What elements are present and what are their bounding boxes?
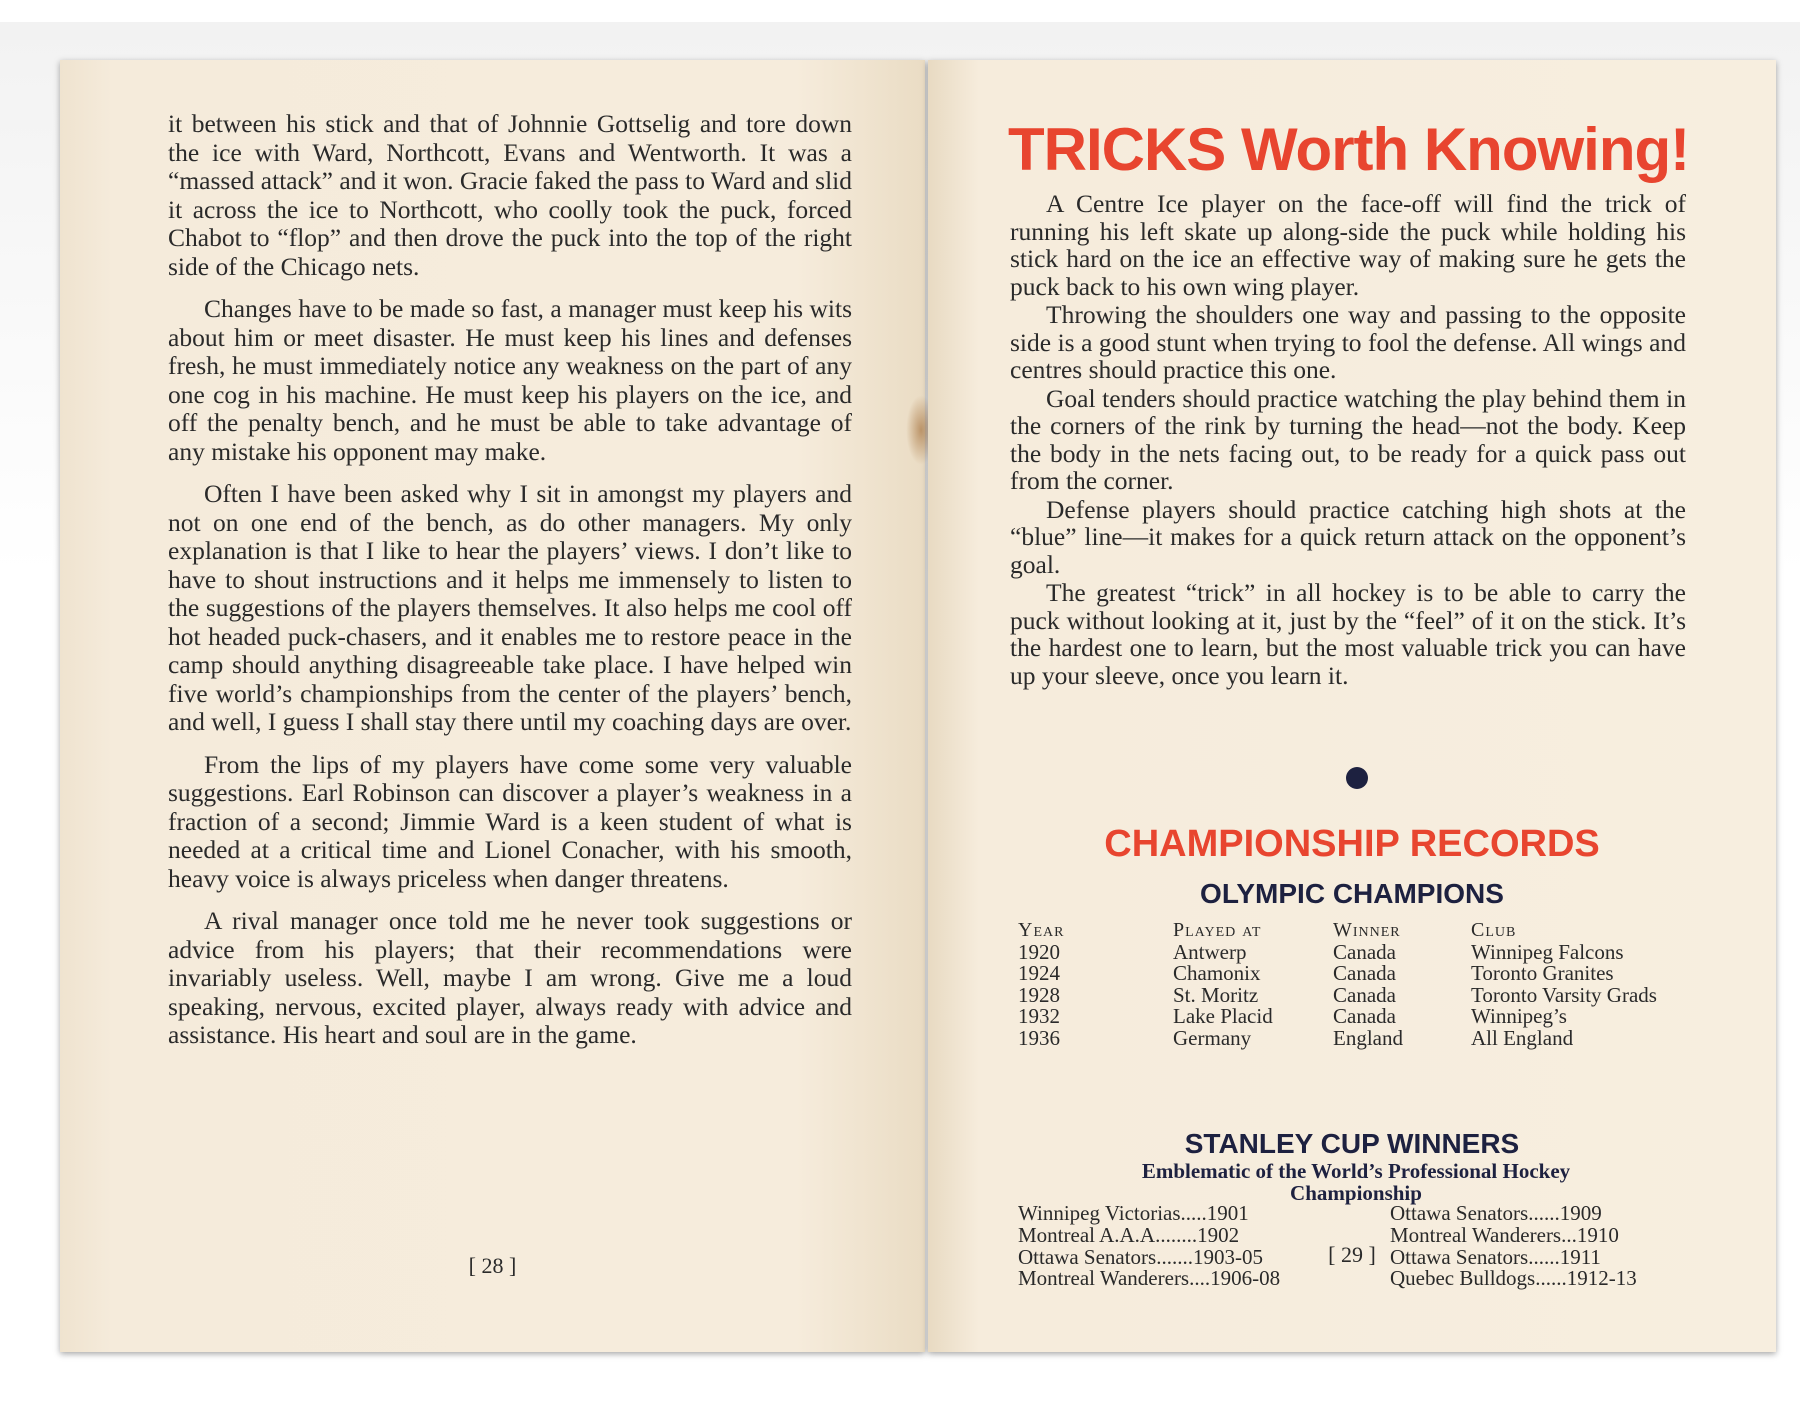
paragraph: A rival manager once told me he never took suggestions or advice from his players; that their recommendations were invariably useless. Well, maybe I am wrong. Give me a loud speaking, nervous, excited player, always ready with advice and assistance. His heart and soul are in the game. (168, 906, 852, 1049)
subtitle-line: Emblematic of the World’s Professional Hockey (1141, 1159, 1571, 1183)
list-item: Ottawa Senators.......1903-05 (1018, 1244, 1263, 1269)
list-item: Quebec Bulldogs......1912-13 (1390, 1266, 1637, 1291)
cell-played-at: Lake Placid (1173, 1004, 1273, 1028)
table-row (1018, 963, 1718, 985)
paragraph: it between his stick and that of Johnnie Gottselig and tore down the ice with Ward, Northcott, Evans and Wentworth. It was a “massed attack” and it won. Gracie faked the pass to Ward and slid it across the ice to Northcott, who coolly took the puck, forced Chabot to “flop” and then drove the puck into the top of the right side of the Chicago nets. (168, 109, 852, 281)
list-item: Winnipeg Victorias.....1901 (1018, 1201, 1249, 1225)
column-header-winner: Winner (1333, 919, 1401, 941)
list-item: Montreal Wanderers....1906-08 (1018, 1266, 1281, 1291)
cell-winner: Canada (1333, 939, 1396, 964)
column-header-year: Year (1018, 919, 1065, 941)
cell-winner: Canada (1333, 982, 1396, 1007)
page-number: [ 28 ] (468, 1253, 517, 1278)
paragraph: Changes have to be made so fast, a manager must keep his wits about him or meet disaster. He must keep his lines and defenses fresh, he must immediately notice any weakness on the part of any one cog in his machine. He must keep his players on the ice, and off the penalty bench, and he must be able to take advantage of any mistake his opponent may make. (168, 294, 852, 466)
table-row (1018, 1028, 1718, 1050)
olympic-champions-heading: OLYMPIC CHAMPIONS (1200, 878, 1504, 909)
cell-club: Winnipeg Falcons (1471, 939, 1624, 964)
tip-paragraph: A Centre Ice player on the face-off will find the trick of running his left skate up along-side the puck while holding his stick hard on the ice an effective way of making sure he gets the puck back to his own wing player. (1010, 189, 1686, 301)
cell-year: 1936 (1018, 1025, 1060, 1050)
cell-winner: Canada (1333, 1004, 1396, 1028)
table-row (1018, 1006, 1718, 1028)
cell-year: 1928 (1018, 982, 1060, 1007)
cell-year: 1924 (1018, 961, 1060, 985)
cell-year: 1932 (1018, 1004, 1060, 1028)
tricks-heading: TRICKS Worth Knowing! (1008, 116, 1690, 183)
left-page-body (168, 110, 852, 1064)
table-row (1018, 942, 1718, 964)
cell-winner: Canada (1333, 961, 1396, 985)
cell-club: Winnipeg’s (1471, 1004, 1567, 1028)
list-item: Ottawa Senators......1909 (1390, 1201, 1602, 1225)
cell-winner: England (1333, 1025, 1403, 1050)
cell-played-at: Chamonix (1173, 961, 1261, 985)
left-page (60, 60, 925, 1352)
list-item: Montreal Wanderers...1910 (1390, 1222, 1619, 1247)
tricks-body (1010, 190, 1686, 690)
section-divider-dot (1346, 767, 1368, 789)
paragraph: Often I have been asked why I sit in amongst my players and not on one end of the bench, as do other managers. My only explanation is that I like to hear the players’ views. I don’t like to have to shout instructions and it helps me immensely to listen to the suggestions of the players themselves. It also helps me cool off hot headed puck-chasers, and it enables me to restore peace in the camp should anything disagreeable take place. I have helped win five world’s championships from the center of the players’ bench, and well, I guess I shall stay there until my coaching days are over. (168, 479, 852, 736)
cell-club: All England (1471, 1025, 1574, 1050)
championship-records-heading: CHAMPIONSHIP RECORDS (1104, 823, 1600, 865)
paragraph: From the lips of my players have come some very valuable suggestions. Earl Robinson can discover a player’s weakness in a fraction of a second; Jimmie Ward is a keen student of what is needed at a critical time and Lionel Conacher, with his smooth, heavy voice is always priceless when danger threatens. (168, 749, 852, 893)
tip-paragraph: Throwing the shoulders one way and passing to the opposite side is a good stunt when trying to fool the defense. All wings and centres should practice this one. (1010, 300, 1686, 384)
list-item: Ottawa Senators......1911 (1390, 1244, 1601, 1269)
olympic-champions-table (1018, 920, 1718, 1049)
subtitle-line: Championship (1290, 1181, 1422, 1205)
table-row (1018, 985, 1718, 1007)
table-header-row (1018, 920, 1718, 942)
tip-paragraph: The greatest “trick” in all hockey is to be able to carry the puck without looking at it, just by the “feel” of it on the stick. It’s the hardest one to learn, but the most valuable trick you can have up your sleeve, once you learn it. (1010, 578, 1686, 690)
list-item: Montreal A.A.A........1902 (1018, 1222, 1240, 1247)
cell-year: 1920 (1018, 939, 1060, 964)
column-header-played-at: Played at (1173, 919, 1262, 941)
cell-club: Toronto Granites (1471, 961, 1614, 985)
stanley-cup-subtitle (1018, 1160, 1694, 1204)
page-number: [ 29 ] (1328, 1242, 1376, 1267)
tip-paragraph: Goal tenders should practice watching the play behind them in the corners of the rink by turning the head—not the body. Keep the body in the nets facing out, to be ready for a quick pass out from the corner. (1010, 383, 1686, 495)
right-page (928, 60, 1776, 1352)
cell-played-at: Antwerp (1173, 939, 1247, 964)
column-header-club: Club (1471, 919, 1517, 941)
tip-paragraph: Defense players should practice catching high shots at the “blue” line—it makes for a quick return attack on the opponent’s goal. (1010, 494, 1686, 579)
cell-played-at: Germany (1173, 1025, 1252, 1050)
stanley-cup-heading: STANLEY CUP WINNERS (1184, 1128, 1520, 1159)
cell-club: Toronto Varsity Grads (1471, 982, 1657, 1007)
cell-played-at: St. Moritz (1173, 982, 1259, 1007)
